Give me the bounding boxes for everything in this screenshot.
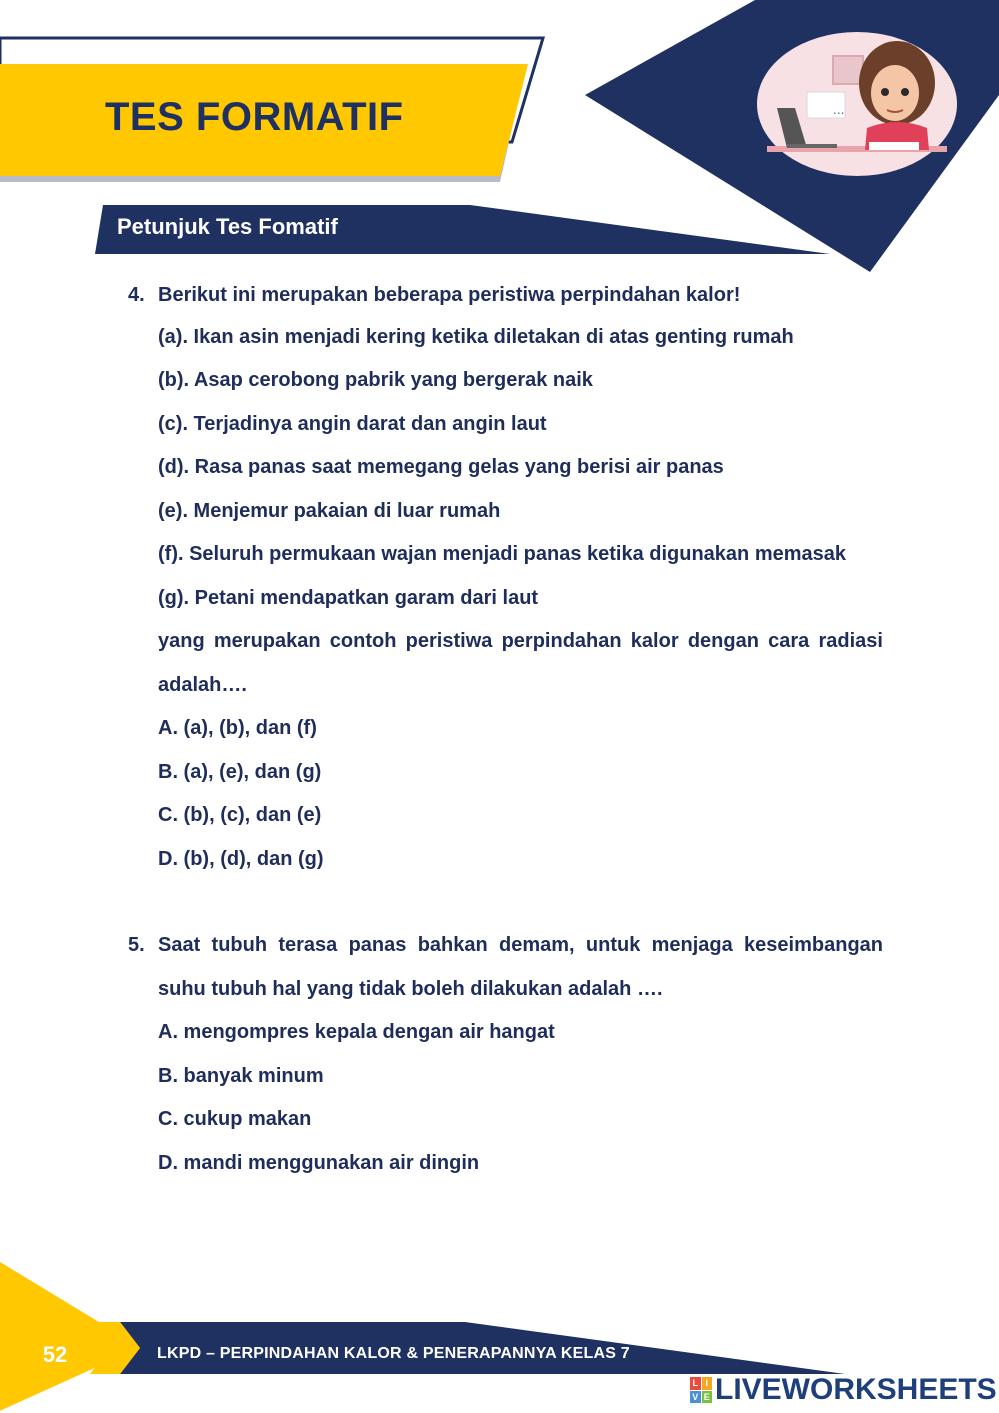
page-number: 52 [42, 1342, 68, 1367]
liveworksheets-brand[interactable] [690, 1374, 997, 1406]
question-4-item: (d). Rasa panas saat memegang gelas yang berisi air panas [158, 456, 724, 478]
question-4-option-a[interactable]: A. (a), (b), dan (f) [158, 717, 317, 739]
question-4-item: (a). Ikan asin menjadi kering ketika diletakan di atas genting rumah [158, 326, 794, 348]
question-5-option-c[interactable]: C. cukup makan [158, 1108, 312, 1130]
question-4-item: (f). Seluruh permukaan wajan menjadi panas ketika digunakan memasak [158, 543, 847, 565]
question-4-stem: Berikut ini merupakan beberapa peristiwa perpindahan kalor! [158, 284, 741, 306]
liveworksheets-wordmark: LIVEWORKSHEETS [715, 1373, 997, 1406]
question-4-option-c[interactable]: C. (b), (c), dan (e) [158, 804, 322, 826]
section-subtitle: Petunjuk Tes Fomatif [117, 214, 338, 239]
question-4-item: (b). Asap cerobong pabrik yang bergerak naik [158, 369, 593, 391]
question-4-item: (c). Terjadinya angin darat dan angin laut [158, 413, 547, 435]
page-title: TES FORMATIF [105, 95, 404, 139]
question-5-option-b[interactable]: B. banyak minum [158, 1065, 324, 1087]
question-4-option-b[interactable]: B. (a), (e), dan (g) [158, 761, 322, 783]
question-5-number: 5. [128, 934, 145, 956]
question-5-option-d[interactable]: D. mandi menggunakan air dingin [158, 1152, 480, 1174]
student-illustration [757, 28, 957, 178]
footer-title: LKPD – PERPINDAHAN KALOR & PENERAPANNYA KELAS 7 [157, 1345, 630, 1362]
question-4-item: (e). Menjemur pakaian di luar rumah [158, 500, 501, 522]
question-5-option-a[interactable]: A. mengompres kepala dengan air hangat [158, 1021, 555, 1043]
logo-letter: V [690, 1391, 701, 1404]
question-5-stem: Saat tubuh terasa panas bahkan demam, untuk menjaga keseimbangan [158, 934, 883, 956]
logo-letter: I [702, 1377, 713, 1390]
svg-text:...: ... [833, 103, 845, 117]
question-4-item: (g). Petani mendapatkan garam dari laut [158, 587, 539, 609]
logo-letter: L [690, 1377, 701, 1390]
question-4-option-d[interactable]: D. (b), (d), dan (g) [158, 848, 324, 870]
question-4-prompt: yang merupakan contoh peristiwa perpindahan kalor dengan cara radiasi [158, 630, 883, 652]
question-4-prompt-end: adalah…. [158, 674, 247, 696]
logo-letter: E [702, 1391, 713, 1404]
question-4-number: 4. [128, 284, 145, 306]
liveworksheets-logo-icon [690, 1377, 712, 1403]
question-5-stem-end: suhu tubuh hal yang tidak boleh dilakukan adalah …. [158, 978, 663, 1000]
